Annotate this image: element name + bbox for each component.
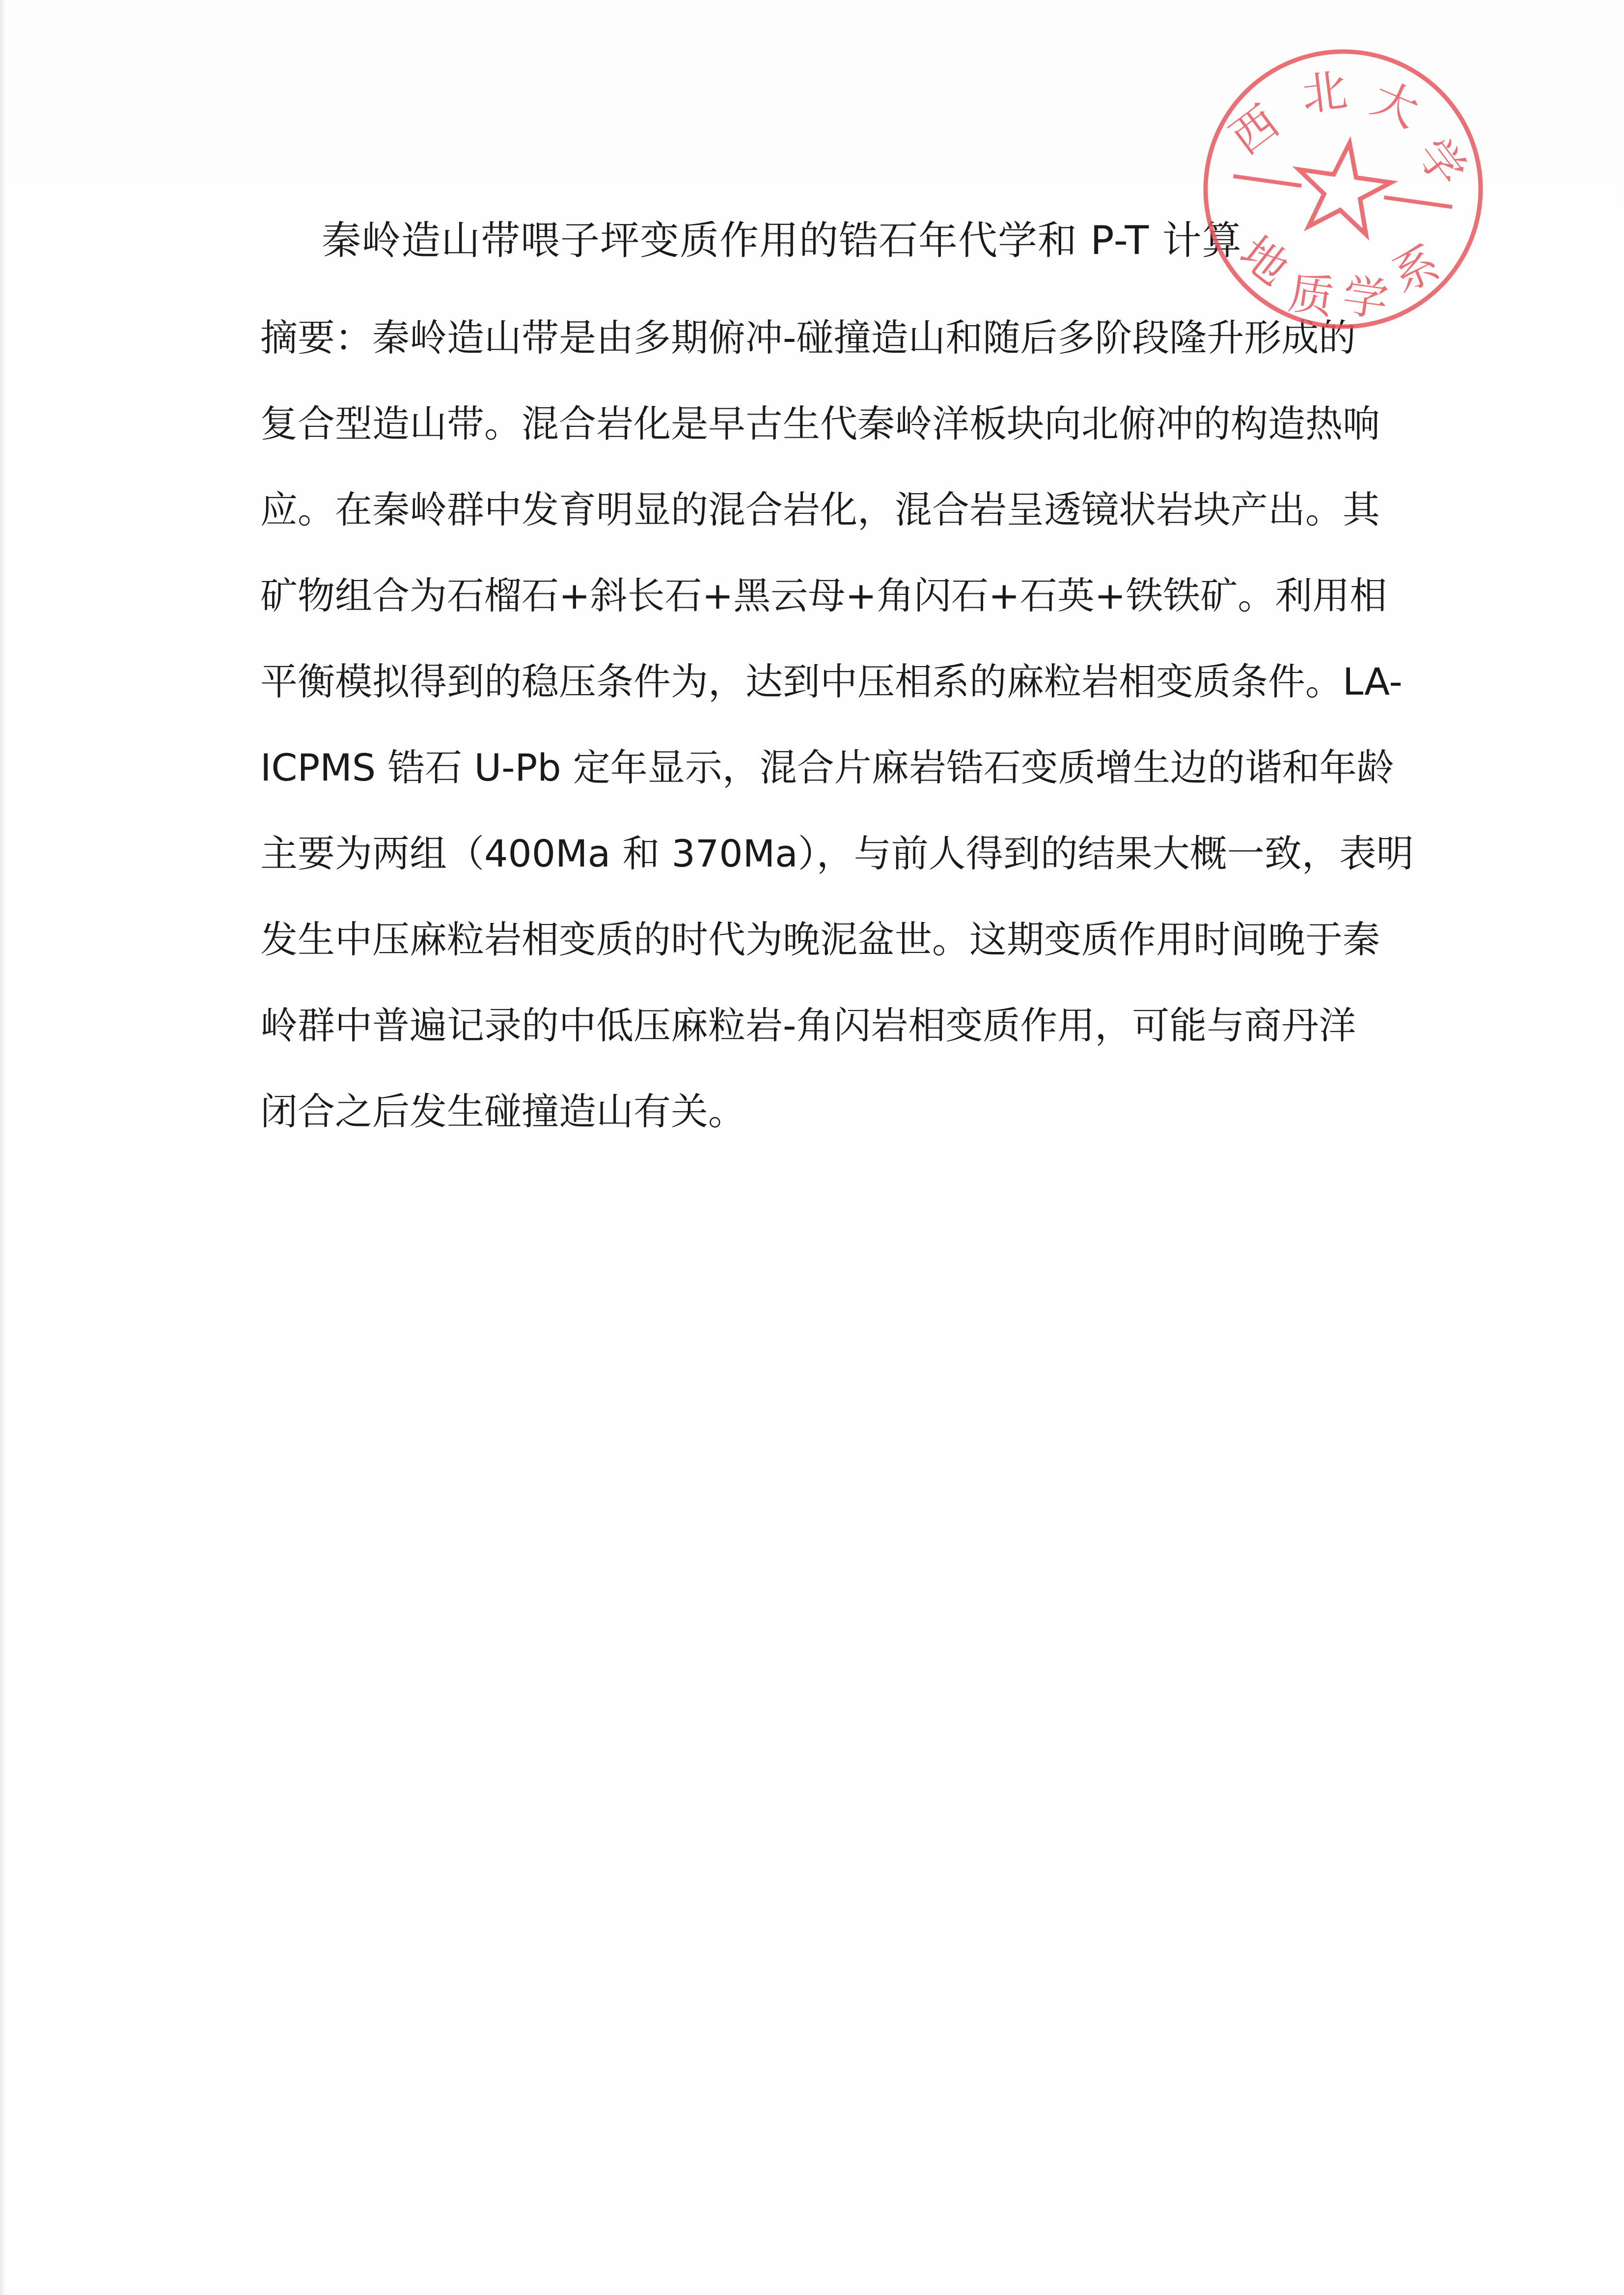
abstract-body — [260, 295, 1414, 1154]
seal-char: 系 — [1385, 236, 1447, 302]
abstract-line: 平衡模拟得到的稳压条件为，达到中压相系的麻粒岩相变质条件。LA- — [260, 660, 1403, 703]
seal-char: 质 — [1285, 266, 1338, 325]
abstract-line: 复合型造山带。混合岩化是早古生代秦岭洋板块向北俯冲的构造热响 — [260, 402, 1380, 446]
seal-char: 地 — [1230, 226, 1298, 296]
document-title: 秦岭造山带喂子坪变质作用的锆石年代学和 P-T 计算 — [322, 218, 1242, 263]
star-icon — [1291, 137, 1396, 237]
seal-bar-right — [1384, 197, 1452, 207]
seal-bar-left — [1233, 176, 1301, 186]
abstract-line: 主要为两组（400Ma 和 370Ma），与前人得到的结果大概一致，表明 — [260, 832, 1414, 875]
seal-char: 北 — [1299, 63, 1350, 122]
abstract-line: 摘要：秦岭造山带是由多期俯冲-碰撞造山和随后多阶段隆升形成的 — [260, 316, 1356, 360]
seal-char: 大 — [1364, 71, 1427, 138]
abstract-line: 矿物组合为石榴石+斜长石+黑云母+角闪石+石英+铁铁矿。利用相 — [260, 574, 1387, 617]
seal-char: 西 — [1220, 95, 1289, 165]
university-seal — [1180, 26, 1507, 353]
abstract-line: 岭群中普遍记录的中低压麻粒岩-角闪岩相变质作用，可能与商丹洋 — [260, 1004, 1356, 1047]
abstract-line: ICPMS 锆石 U-Pb 定年显示，混合片麻岩锆石变质增生边的谐和年龄 — [260, 746, 1394, 789]
seal-char: 学 — [1406, 128, 1476, 196]
abstract-line: 发生中压麻粒岩相变质的时代为晚泥盆世。这期变质作用时间晚于秦 — [260, 918, 1380, 961]
seal-char: 学 — [1339, 269, 1392, 328]
scan-edge — [0, 0, 5, 2295]
abstract-line: 闭合之后发生碰撞造山有关。 — [260, 1090, 745, 1133]
abstract-line: 应。在秦岭群中发育明显的混合岩化，混合岩呈透镜状岩块产出。其 — [260, 488, 1380, 532]
